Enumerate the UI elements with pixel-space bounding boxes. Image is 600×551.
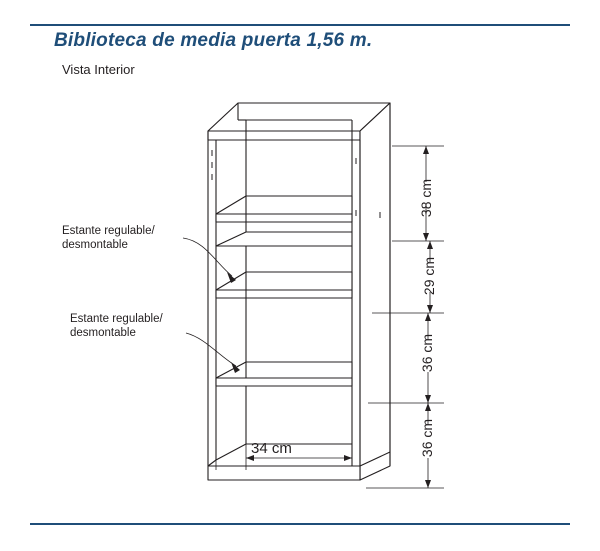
callout-1-line1: Estante regulable/ [62, 225, 155, 237]
callout-adjustable-shelf-2 [70, 312, 163, 340]
dimension-height-second: 29 cm [421, 256, 437, 296]
callout-2-line2: desmontable [70, 327, 136, 339]
page-subtitle: Vista Interior [62, 62, 135, 77]
callout-adjustable-shelf-1 [62, 224, 155, 252]
dimension-height-bottom: 36 cm [419, 418, 435, 458]
page-title: Biblioteca de media puerta 1,56 m. [54, 30, 373, 51]
footer-bottom-rule [30, 523, 570, 525]
dimension-height-top: 38 cm [418, 178, 434, 218]
callout-2-line1: Estante regulable/ [70, 313, 163, 325]
dimension-width-bottom: 34 cm [251, 440, 292, 457]
callout-1-line2: desmontable [62, 239, 128, 251]
dimension-height-third: 36 cm [419, 333, 435, 373]
